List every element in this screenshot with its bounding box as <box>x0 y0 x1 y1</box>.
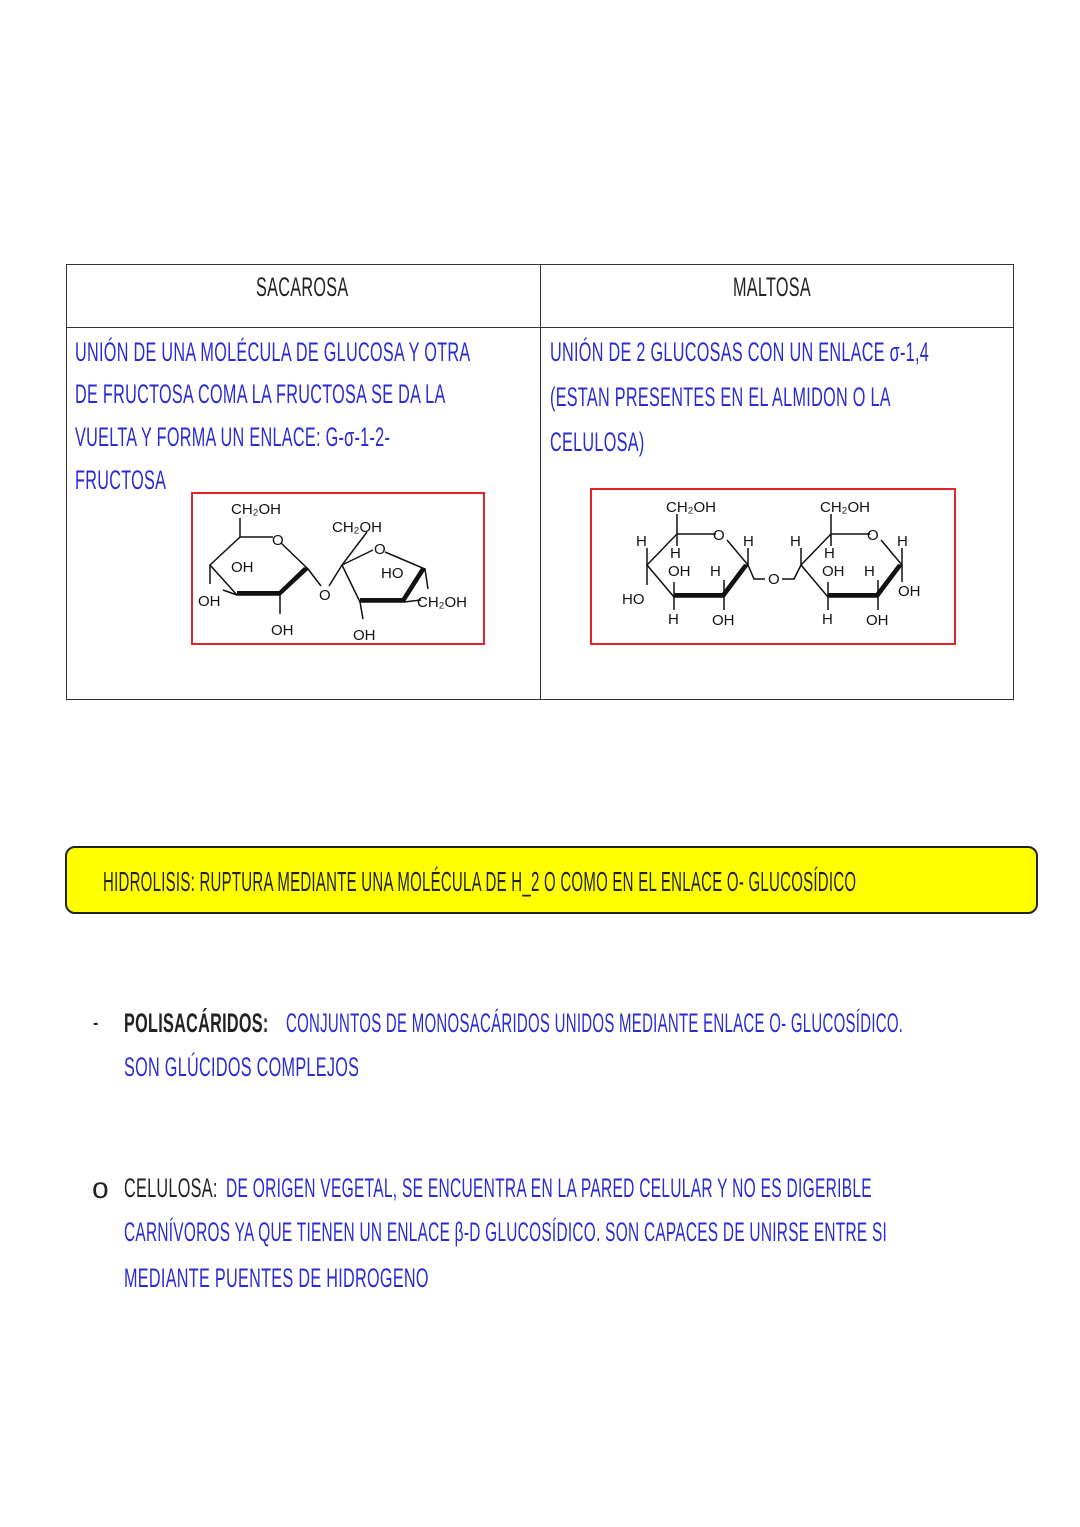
label: OH <box>231 559 254 576</box>
sacarosa-text-line: VUELTA Y FORMA UN ENLACE: G-σ-1-2- <box>75 422 391 452</box>
label: OH <box>668 563 691 580</box>
label: O <box>319 587 331 604</box>
label: H <box>824 545 835 562</box>
hidrolisis-definition: HIDROLISIS: RUPTURA MEDIANTE UNA MOLÉCULA DE H_2 O COMO EN EL ENLACE O- GLUCOSÍDICO <box>103 866 857 897</box>
celulosa-term: CELULOSA: <box>124 1173 218 1203</box>
label: H <box>668 611 679 628</box>
label: H <box>743 533 754 550</box>
sacarosa-text-line: DE FRUCTOSA COMA LA FRUCTOSA SE DA LA <box>75 379 446 409</box>
label: H <box>670 545 681 562</box>
label: OH <box>822 563 845 580</box>
maltosa-text-line: CELULOSA) <box>550 427 645 457</box>
label: H <box>822 611 833 628</box>
maltosa-text-line: (ESTAN PRESENTES EN EL ALMIDON O LA <box>550 382 891 412</box>
celulosa-definition-line: CARNÍVOROS YA QUE TIENEN UN ENLACE β-D GLUCOSÍDICO. SON CAPACES DE UNIRSE ENTRE SI <box>124 1217 888 1247</box>
table-header-divider <box>66 327 1014 328</box>
maltose-structure-diagram <box>592 490 954 643</box>
list-bullet-circle: o <box>92 1172 110 1205</box>
sucrose-structure-image <box>191 492 485 645</box>
label: OH <box>353 627 376 643</box>
celulosa-definition-line: MEDIANTE PUENTES DE HIDROGENO <box>124 1263 429 1293</box>
list-bullet-dash: - <box>93 1007 99 1037</box>
label: O <box>713 527 725 544</box>
label: H <box>790 533 801 550</box>
polisacaridos-definition-line: SON GLÚCIDOS COMPLEJOS <box>124 1052 360 1082</box>
maltose-structure-image <box>590 488 956 645</box>
label: OH <box>271 622 294 639</box>
table-column-divider <box>540 264 541 700</box>
label: H <box>864 563 875 580</box>
sacarosa-text-line: FRUCTOSA <box>75 465 167 495</box>
label: O <box>768 571 780 588</box>
label: OH <box>866 612 889 629</box>
label: CH₂OH <box>820 499 870 516</box>
label: CH₂OH <box>231 501 281 518</box>
sacarosa-text-line: UNIÓN DE UNA MOLÉCULA DE GLUCOSA Y OTRA <box>75 337 471 367</box>
label: H <box>636 533 647 550</box>
label: OH <box>898 583 921 600</box>
celulosa-definition-line: DE ORIGEN VEGETAL, SE ENCUENTRA EN LA PARED CELULAR Y NO ES DIGERIBLE <box>226 1173 872 1203</box>
polisacaridos-term: POLISACÁRIDOS: <box>124 1008 269 1038</box>
label: HO <box>622 591 645 608</box>
maltosa-text-line: UNIÓN DE 2 GLUCOSAS CON UN ENLACE σ-1,4 <box>550 337 930 367</box>
label: O <box>374 541 386 558</box>
label: O <box>272 532 284 549</box>
polisacaridos-definition-line: CONJUNTOS DE MONOSACÁRIDOS UNIDOS MEDIANTE ENLACE O- GLUCOSÍDICO. <box>286 1008 904 1038</box>
label: H <box>710 563 721 580</box>
label: HO <box>381 565 404 582</box>
sucrose-structure-diagram <box>193 494 483 643</box>
label: CH₂OH <box>666 499 716 516</box>
label: CH₂OH <box>332 519 382 536</box>
header-maltosa: MALTOSA <box>733 272 812 302</box>
label: O <box>867 527 879 544</box>
label: CH₂OH <box>417 594 467 611</box>
label: H <box>897 533 908 550</box>
header-sacarosa: SACAROSA <box>256 272 349 302</box>
label: OH <box>198 593 221 610</box>
label: OH <box>712 612 735 629</box>
